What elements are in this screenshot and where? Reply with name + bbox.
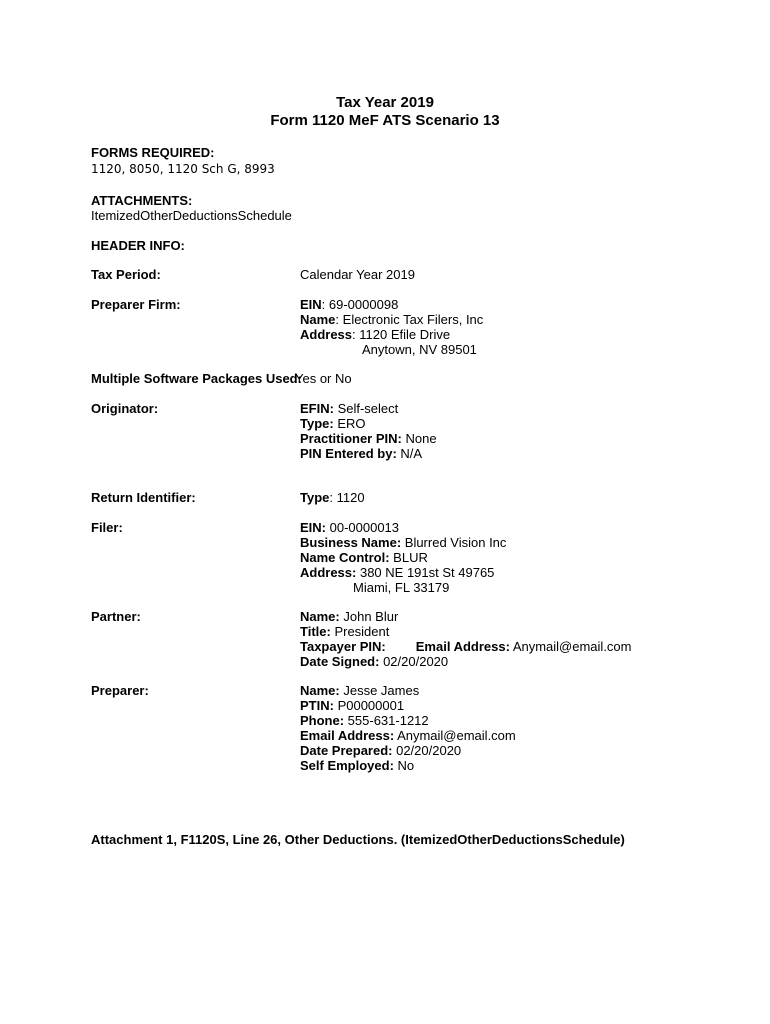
filer-label: Filer: (91, 520, 123, 535)
firm-address-line1: : 1120 Efile Drive (352, 327, 451, 342)
preparer-email: Anymail@email.com (394, 728, 516, 743)
multiple-software-value: Yes or No (295, 371, 352, 386)
firm-address-label: Address (300, 327, 353, 342)
pin-entered-label: PIN Entered by: (300, 446, 397, 461)
name-control: BLUR (389, 550, 428, 565)
forms-required-label: FORMS REQUIRED: (91, 145, 215, 160)
forms-required-section (91, 145, 275, 177)
partner-email: Anymail@email.com (509, 639, 632, 654)
filer-address-label: Address: (300, 565, 357, 580)
attachment-title: Attachment 1, F1120S, Line 26, Other Deductions. (ItemizedOtherDeductionsSchedule) (91, 832, 625, 847)
ptin-value: P00000001 (333, 698, 405, 713)
forms-required-value: 1120, 8050, 1120 Sch G, 8993 (91, 162, 275, 176)
preparer-name: Jesse James (339, 683, 420, 698)
partner-label: Partner: (91, 609, 141, 624)
originator-type-label: Type: (300, 416, 334, 431)
multiple-software-label: Multiple Software Packages Used: (91, 371, 302, 386)
return-type-label: Type (300, 490, 330, 505)
efin-value: Self-select (333, 401, 399, 416)
return-identifier-label: Return Identifier: (91, 490, 196, 505)
firm-ein-label: EIN (300, 297, 322, 312)
phone-label: Phone: (300, 713, 345, 728)
efin-label: EFIN: (300, 401, 334, 416)
firm-name: : Electronic Tax Filers, Inc (335, 312, 484, 327)
attachments-section (91, 193, 292, 223)
originator-label: Originator: (91, 401, 159, 416)
attachments-label: ATTACHMENTS: (91, 193, 193, 208)
taxpayer-pin-label: Taxpayer PIN: (300, 639, 386, 654)
title-tax-year: Tax Year 2019 (336, 94, 434, 111)
partner-name-label: Name: (300, 609, 340, 624)
firm-ein: : 69-0000098 (321, 297, 399, 312)
preparer-label: Preparer: (91, 683, 149, 698)
date-prepared-label: Date Prepared: (300, 743, 393, 758)
filer-ein: 00-0000013 (326, 520, 400, 535)
partner-title: President (330, 624, 390, 639)
preparer-email-label: Email Address: (300, 728, 395, 743)
self-employed: No (393, 758, 415, 773)
date-signed: 02/20/2020 (379, 654, 449, 669)
filer-ein-label: EIN: (300, 520, 326, 535)
firm-name-label: Name (300, 312, 336, 327)
tax-period-value: Calendar Year 2019 (300, 267, 415, 282)
business-name: Blurred Vision Inc (401, 535, 507, 550)
practitioner-pin-label: Practitioner PIN: (300, 431, 402, 446)
phone-value: 555-631-1212 (344, 713, 429, 728)
partner-name: John Blur (339, 609, 399, 624)
partner-email-label: Email Address: (415, 639, 510, 654)
header-info-label: HEADER INFO: (91, 238, 185, 253)
partner-details (300, 609, 632, 669)
partner-title-label: Title: (300, 624, 331, 639)
pin-entered-value: N/A (396, 446, 423, 461)
preparer-details (300, 683, 516, 773)
title-form: Form 1120 MeF ATS Scenario 13 (270, 112, 500, 129)
return-identifier-details (300, 490, 365, 505)
filer-address-line2: Miami, FL 33179 (353, 580, 450, 595)
originator-details (300, 401, 437, 461)
filer-address-line1: 380 NE 191st St 49765 (356, 565, 495, 580)
tax-period-label: Tax Period: (91, 267, 161, 282)
date-signed-label: Date Signed: (300, 654, 380, 669)
filer-details (300, 520, 506, 595)
date-prepared: 02/20/2020 (392, 743, 462, 758)
preparer-firm-details (300, 297, 483, 357)
firm-address-line2: Anytown, NV 89501 (362, 342, 477, 357)
name-control-label: Name Control: (300, 550, 390, 565)
originator-type-value: ERO (333, 416, 366, 431)
preparer-name-label: Name: (300, 683, 340, 698)
attachments-value: ItemizedOtherDeductionsSchedule (91, 208, 292, 223)
self-employed-label: Self Employed: (300, 758, 394, 773)
practitioner-pin-value: None (401, 431, 437, 446)
return-type-value: : 1120 (329, 490, 365, 505)
preparer-firm-label: Preparer Firm: (91, 297, 181, 312)
business-name-label: Business Name: (300, 535, 402, 550)
ptin-label: PTIN: (300, 698, 334, 713)
